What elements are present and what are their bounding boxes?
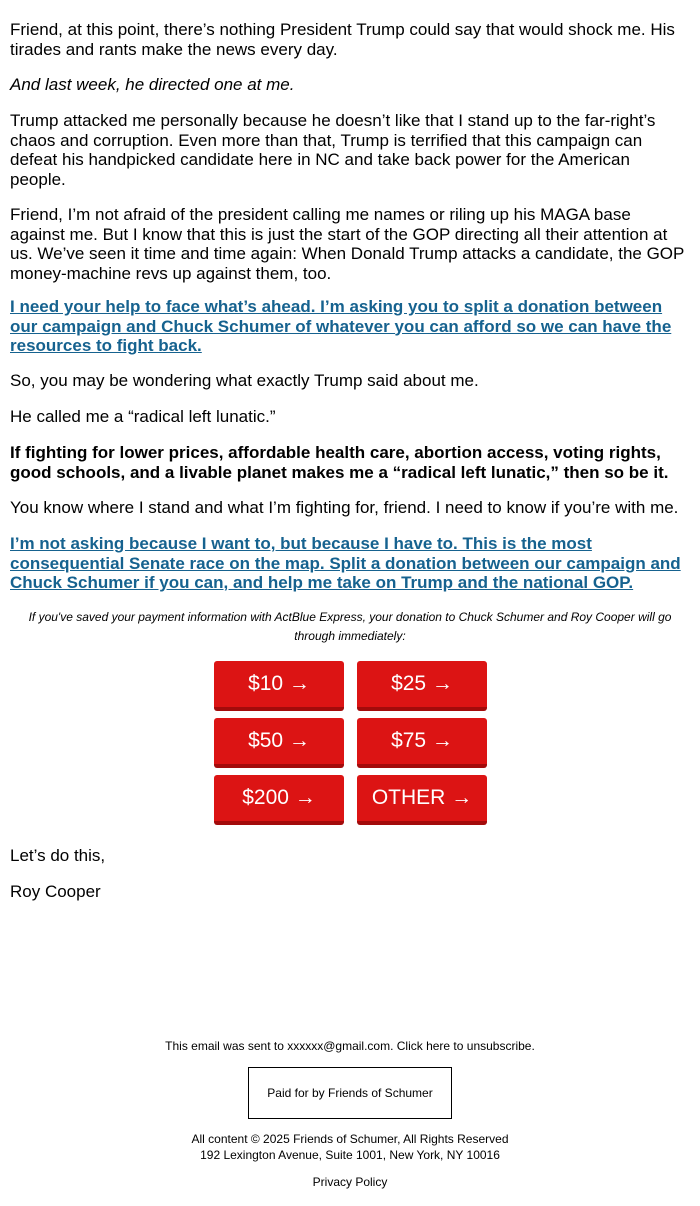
paragraph-attack: Trump attacked me personally because he doesn’t like that I stand up to the far-right’s chaos and corruption. Even more than that, Trump is terrified that this campaign can defeat his handpicked candidate here in NC and take back power for the American people. (10, 111, 656, 189)
footer-privacy (0, 1174, 700, 1190)
donate-link-2[interactable]: I’m not asking because I want to, but because I have to. This is the most consequential Senate race on the map. Split a donation between our campaign and Chuck Schumer if you can, and help me take on Trump and the national GOP. (10, 534, 681, 592)
cta-paragraph-2 (10, 534, 690, 593)
donate-200-button[interactable]: $200 → (214, 775, 344, 825)
unsubscribe-link[interactable]: This email was sent to xxxxxx@gmail.com. Click here to unsubscribe. (165, 1039, 535, 1053)
paid-for-box: Paid for by Friends of Schumer (248, 1067, 452, 1119)
donate-50-button[interactable]: $50 → (214, 718, 344, 768)
paragraph-wondering: So, you may be wondering what exactly Trump said about me. (10, 371, 479, 390)
actblue-express-note: If you've saved your payment information with ActBlue Express, your donation to Chuck Schumer and Roy Cooper will go through immediately: (28, 610, 672, 643)
signature: Roy Cooper (10, 882, 101, 901)
donate-75-button[interactable]: $75 → (357, 718, 487, 768)
donate-10-button[interactable]: $10 → (214, 661, 344, 711)
paragraph-where-i-stand: You know where I stand and what I’m fighting for, friend. I need to know if you’re with me. (10, 498, 679, 517)
footer-copyright: All content © 2025 Friends of Schumer, All Rights Reserved (191, 1132, 509, 1146)
footer-address: 192 Lexington Avenue, Suite 1001, New York, NY 10016 (200, 1148, 500, 1162)
signoff: Let’s do this, (10, 846, 106, 865)
privacy-policy-link[interactable]: Privacy Policy (312, 1175, 388, 1189)
paragraph-so-be-it: If fighting for lower prices, affordable health care, abortion access, voting rights, good schools, and a livable planet makes me a “radical left lunatic,” then so be it. (10, 443, 669, 482)
footer-sent-to (0, 1038, 700, 1054)
paragraph-directed: And last week, he directed one at me. (10, 75, 295, 94)
cta-paragraph-1 (10, 297, 690, 356)
paragraph-intro: Friend, at this point, there’s nothing President Trump could say that would shock me. His tirades and rants make the news every day. (10, 20, 675, 59)
footer-copyright-block (0, 1131, 700, 1163)
donate-other-button[interactable]: OTHER → (357, 775, 487, 825)
paragraph-called-me: He called me a “radical left lunatic.” (10, 407, 276, 426)
donate-link-1[interactable]: I need your help to face what’s ahead. I’m asking you to split a donation between our campaign and Chuck Schumer of whatever you can afford so we can have the resources to fight back. (10, 297, 672, 355)
paragraph-not-afraid: Friend, I’m not afraid of the president calling me names or riling up his MAGA base against me. But I know that this is just the start of the GOP directing all their attention at us. We’ve seen it time and time again: When Donald Trump attacks a candidate, the GOP money-machine revs up against them, too. (10, 205, 685, 283)
donate-25-button[interactable]: $25 → (357, 661, 487, 711)
